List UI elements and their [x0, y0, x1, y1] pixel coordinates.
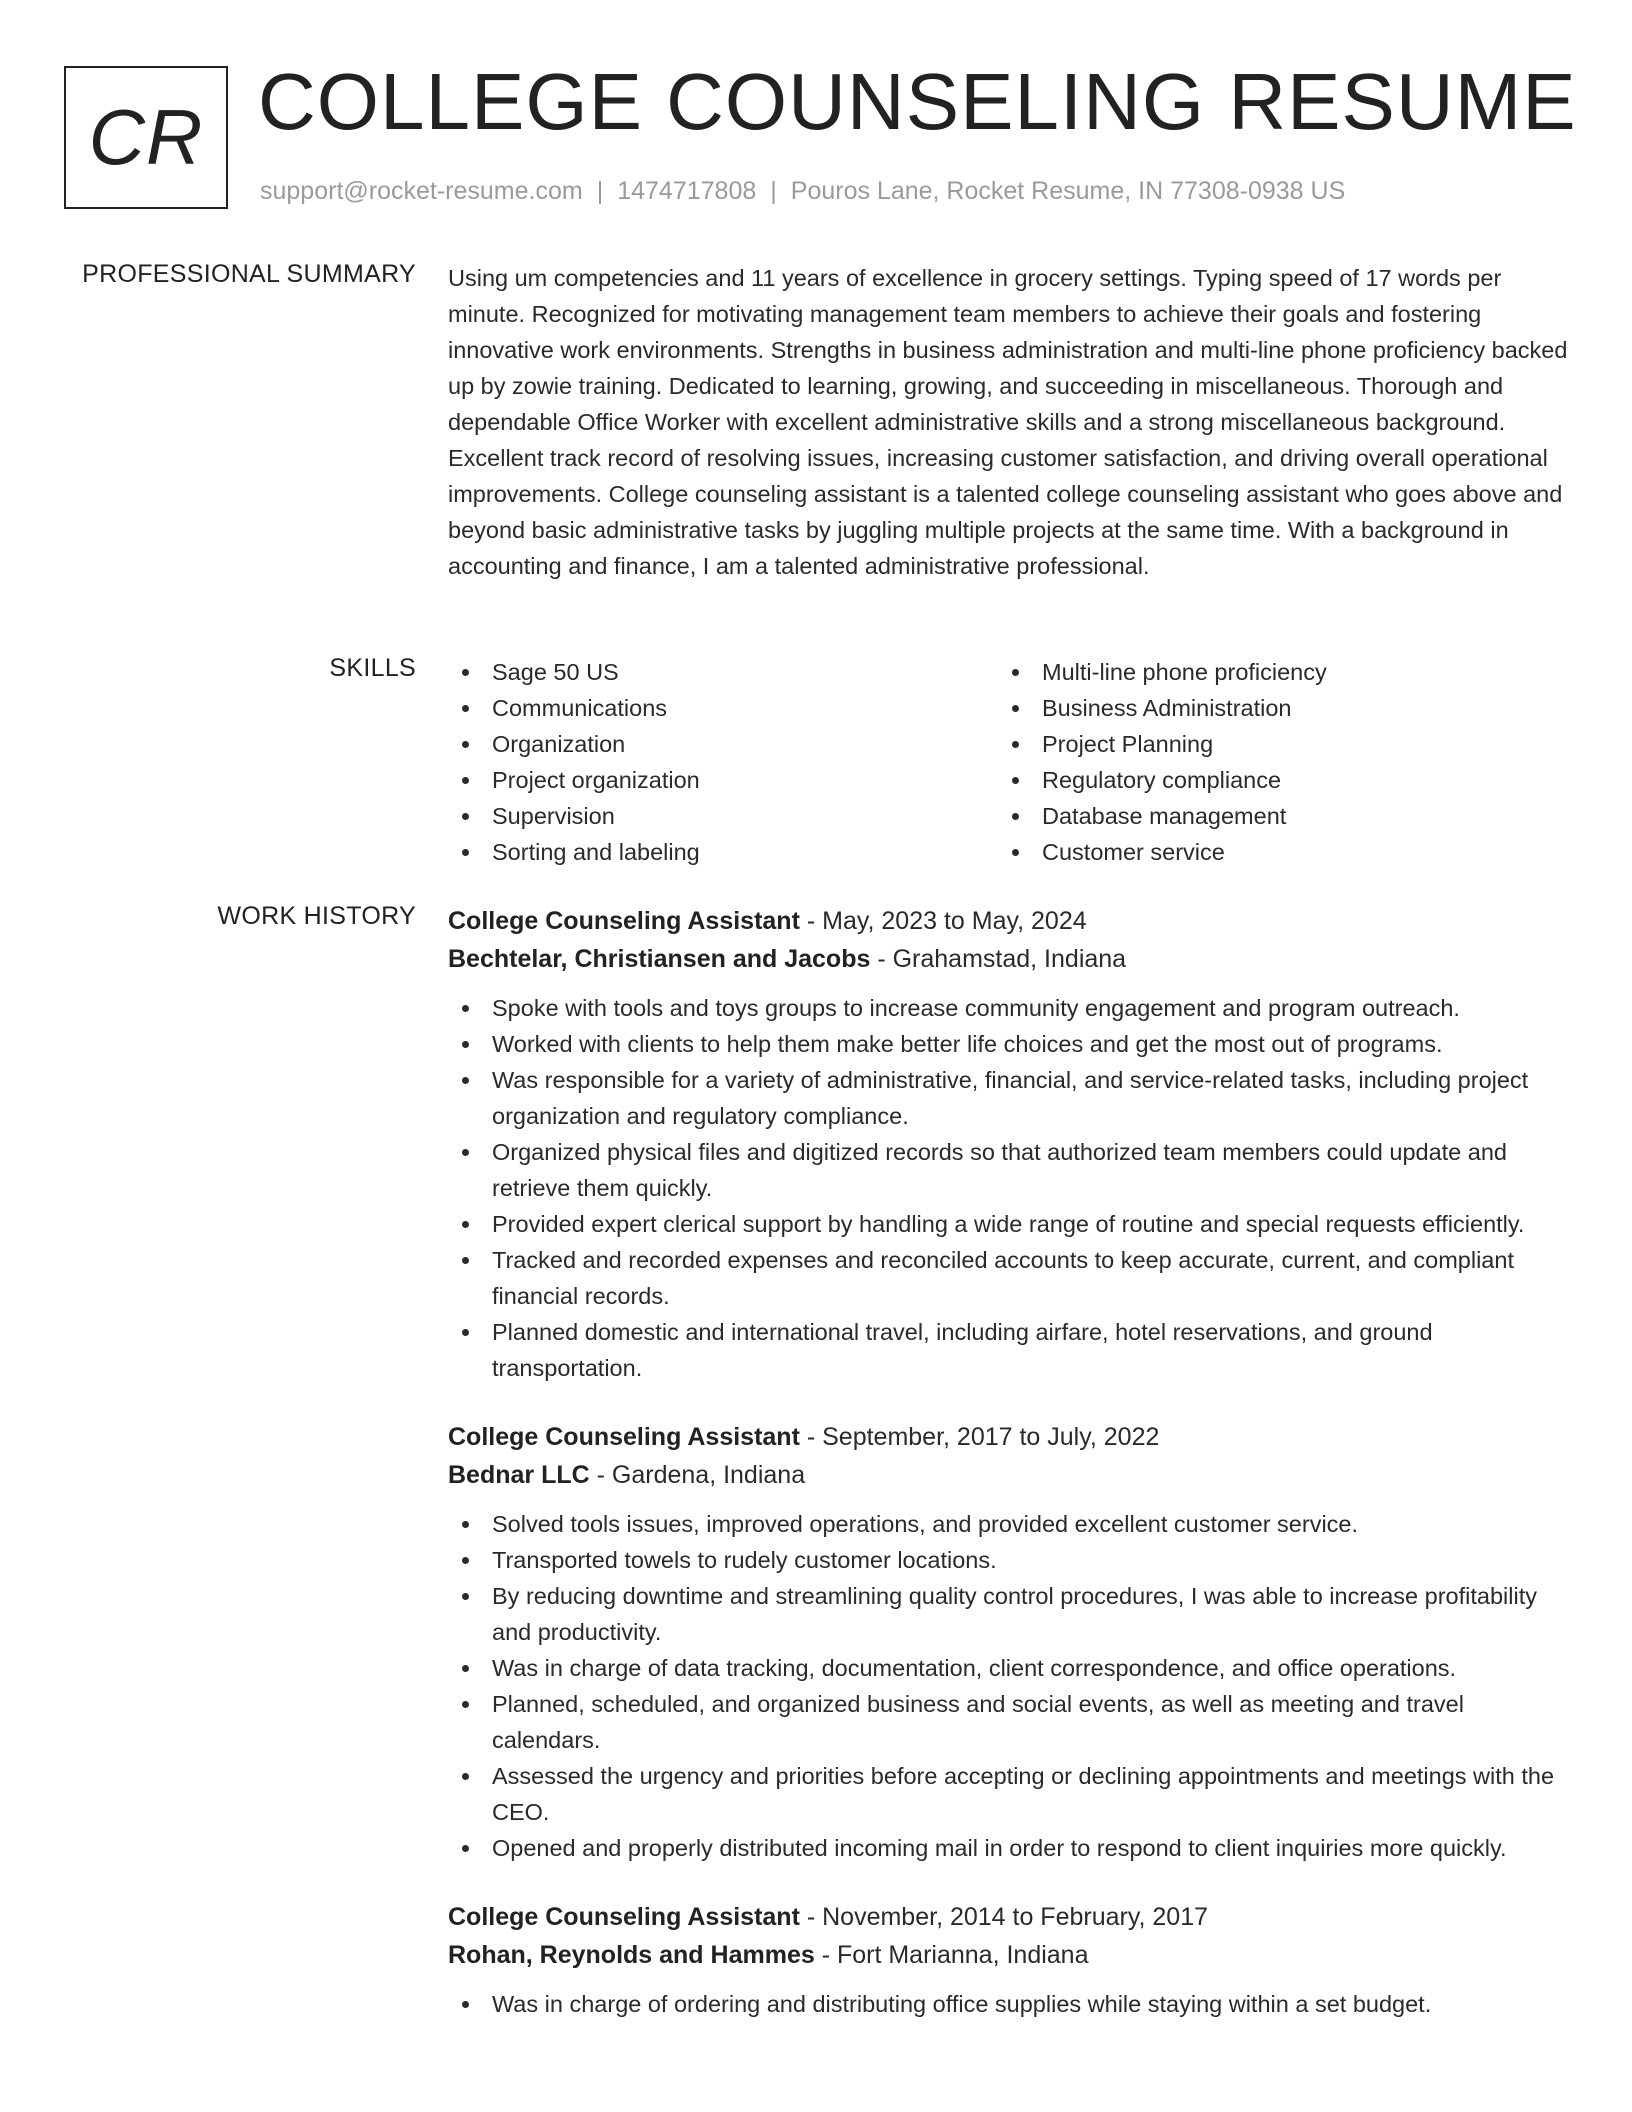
monogram-text: CR: [88, 93, 204, 181]
skill-item: Database management: [998, 798, 1548, 834]
job-title-line: [448, 1898, 1570, 1936]
skill-item: Business Administration: [998, 690, 1548, 726]
job-bullets: [448, 1986, 1570, 2022]
skill-item: Sage 50 US: [448, 654, 998, 690]
contact-email[interactable]: support@rocket-resume.com: [260, 177, 583, 205]
resume-title: COLLEGE COUNSELING RESUME: [258, 57, 1577, 146]
job-dates: - September, 2017 to July, 2022: [799, 1423, 1160, 1451]
skills-list-left: [448, 654, 998, 870]
contact-separator: |: [770, 177, 777, 205]
job-location: - Fort Marianna, Indiana: [814, 1941, 1089, 1969]
job-company: Rohan, Reynolds and Hammes: [448, 1941, 815, 1969]
job-bullet: Organized physical files and digitized records so that authorized team members could update and retrieve them quickly.: [448, 1134, 1570, 1206]
contact-separator: |: [596, 177, 604, 205]
job-bullet: Was in charge of ordering and distributing office supplies while staying within a set budget.: [448, 1986, 1570, 2022]
job-bullets: [448, 1506, 1570, 1866]
job-title: College Counseling Assistant: [448, 1903, 800, 1931]
contact-line: [260, 177, 1345, 206]
skill-item: Sorting and labeling: [448, 834, 998, 870]
job-company-line: [448, 1456, 1570, 1494]
job-bullet: Solved tools issues, improved operations, and provided excellent customer service.: [448, 1506, 1570, 1542]
job-bullet: Spoke with tools and toys groups to increase community engagement and program outreach.: [448, 990, 1570, 1026]
job-bullet: Planned, scheduled, and organized business and social events, as well as meeting and travel calendars.: [448, 1686, 1570, 1758]
job-bullet: Was in charge of data tracking, documentation, client correspondence, and office operations.: [448, 1650, 1570, 1686]
job-title-line: [448, 1418, 1570, 1456]
job-company: Bechtelar, Christiansen and Jacobs: [448, 945, 871, 973]
work-heading: WORK HISTORY: [217, 902, 416, 930]
job-title: College Counseling Assistant: [448, 907, 800, 935]
job-company: Bednar LLC: [448, 1461, 590, 1489]
skill-item: Organization: [448, 726, 998, 762]
skill-item: Customer service: [998, 834, 1548, 870]
skill-item: Project Planning: [998, 726, 1548, 762]
skill-item: Multi-line phone proficiency: [998, 654, 1548, 690]
job-dates: - May, 2023 to May, 2024: [799, 907, 1087, 935]
job-bullet: Opened and properly distributed incoming mail in order to respond to client inquiries more quickly.: [448, 1830, 1570, 1866]
job-location: - Gardena, Indiana: [589, 1461, 806, 1489]
skill-item: Project organization: [448, 762, 998, 798]
job-entry: [448, 1898, 1570, 2022]
job-bullet: Transported towels to rudely customer locations.: [448, 1542, 1570, 1578]
job-bullet: Tracked and recorded expenses and reconciled accounts to keep accurate, current, and compliant financial records.: [448, 1242, 1570, 1314]
job-title: College Counseling Assistant: [448, 1423, 800, 1451]
skills-list-right: [998, 654, 1548, 870]
skill-item: Communications: [448, 690, 998, 726]
job-company-line: [448, 1936, 1570, 1974]
monogram-box: [64, 66, 228, 209]
skills-columns: [448, 654, 1570, 870]
job-company-line: [448, 940, 1570, 978]
job-bullet: By reducing downtime and streamlining quality control procedures, I was able to increase profitability and productivity.: [448, 1578, 1570, 1650]
job-bullet: Was responsible for a variety of administrative, financial, and service-related tasks, including project organization and regulatory compliance.: [448, 1062, 1570, 1134]
summary-text: Using um competencies and 11 years of excellence in grocery settings. Typing speed of 17 words per minute. Recognized for motivating management team members to achieve their goals and fostering innovative work environments. Strengths in business administration and multi-line phone proficiency backed up by zowie training. Dedicated to learning, growing, and succeeding in miscellaneous. Thorough and dependable Office Worker with excellent administrative skills and a strong miscellaneous background. Excellent track record of resolving issues, increasing customer satisfaction, and driving overall operational improvements. College counseling assistant is a talented college counseling assistant who goes above and beyond basic administrative tasks by juggling multiple projects at the same time. With a background in accounting and finance, I am a talented administrative professional.: [448, 265, 1568, 579]
job-bullets: [448, 990, 1570, 1386]
skill-item: Regulatory compliance: [998, 762, 1548, 798]
job-dates: - November, 2014 to February, 2017: [799, 1903, 1208, 1931]
job-location: - Grahamstad, Indiana: [870, 945, 1127, 973]
summary-heading: PROFESSIONAL SUMMARY: [82, 260, 416, 288]
job-bullet: Worked with clients to help them make better life choices and get the most out of programs.: [448, 1026, 1570, 1062]
skill-item: Supervision: [448, 798, 998, 834]
contact-phone[interactable]: 1474717808: [617, 177, 757, 205]
contact-address: Pouros Lane, Rocket Resume, IN 77308-0938 US: [790, 177, 1346, 205]
job-entry: [448, 1418, 1570, 1866]
work-list: [448, 902, 1570, 2054]
job-title-line: [448, 902, 1570, 940]
job-bullet: Assessed the urgency and priorities before accepting or declining appointments and meetings with the CEO.: [448, 1758, 1570, 1830]
skills-heading: SKILLS: [329, 654, 416, 682]
job-entry: [448, 902, 1570, 1386]
job-bullet: Planned domestic and international travel, including airfare, hotel reservations, and ground transportation.: [448, 1314, 1570, 1386]
job-bullet: Provided expert clerical support by handling a wide range of routine and special requests efficiently.: [448, 1206, 1570, 1242]
